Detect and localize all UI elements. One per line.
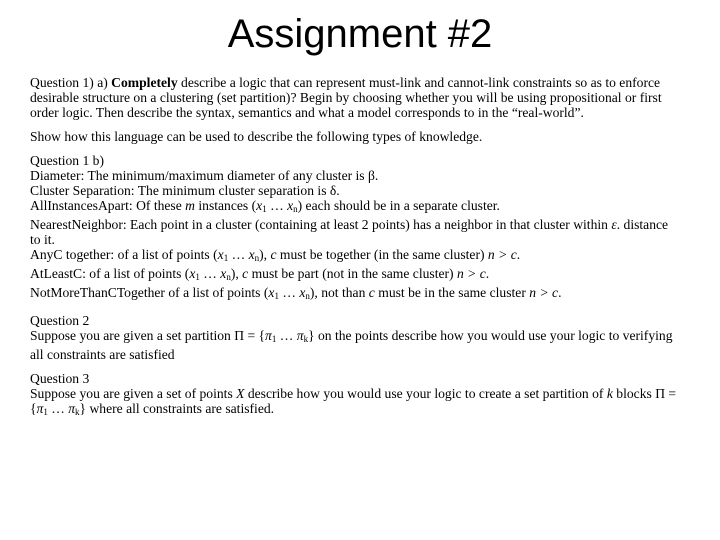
math-x: x [248,247,255,262]
show-instruction: Show how this language can be used to describe the following types of knowledge. [30,129,483,144]
math-condition: n > c [487,247,517,262]
math-pi: π [296,328,304,343]
math-x: x [287,198,294,213]
text-segment: Suppose you are given a set of points [30,386,237,401]
text-segment: ), [259,247,271,262]
math-subscript: 1 [262,204,267,214]
math-c: c [368,285,375,300]
math-x: x [256,198,263,213]
ellipsis: … [228,247,249,262]
math-pi: π [265,328,272,343]
text-segment: AllInstancesApart: Of these [30,198,186,213]
text-segment: describe how you would use your logic to create a set partition of [244,386,607,401]
text-segment: AnyC together: of a list of points ( [30,247,218,262]
text-segment: . [558,285,562,300]
text-segment: . [485,266,490,281]
math-subscript: n [293,204,298,214]
all-instances-apart-item [30,198,680,217]
math-c: c [270,247,277,262]
nearest-neighbor-item [30,217,680,247]
at-least-c-item [30,266,680,285]
ellipsis: … [276,328,297,343]
math-subscript: 1 [195,272,200,282]
question-1a [30,75,680,120]
any-c-together-item [30,247,680,266]
text-segment: ), not than [309,285,369,300]
math-subscript: 1 [274,291,279,301]
text-segment: must be together (in the same cluster) [276,247,488,262]
q1a-text: describe a logic that can represent must-link and cannot-link constraints so as to enforce desirable structure on a clustering (set partition)? Begin by choosing whether you will be using propositional or first order logic. Then describe the syntax, semantics and what a model corresponds to in the “real-world”. [30,75,662,120]
diameter-item: Diameter: The minimum/maximum diameter of any cluster is β. [30,168,379,183]
question-1b-heading: Question 1 b) [30,153,105,168]
ellipsis: … [266,198,288,213]
text-segment: NearestNeighbor: Each point in a cluster (containing at least 2 points) has a neighbor in that cluster within [30,217,612,232]
text-segment: must be part (not in the same cluster) [248,266,457,281]
math-subscript: n [254,253,260,263]
text-segment: Suppose you are given a set partition Π = { [30,328,266,343]
math-pi: π [36,401,44,416]
not-more-than-c-item [30,285,680,304]
assignment-body [30,75,680,420]
math-subscript: n [305,291,310,301]
text-segment: blocks Π = { [30,386,677,416]
text-segment: } where all constraints are satisfied. [79,401,275,416]
text-segment: } on the points describe how you would use your logic to verifying all constraints are satisfied [30,328,673,362]
math-condition: n > c [529,285,559,300]
text-segment: AtLeastC: of a list of points ( [30,266,190,281]
math-subscript: 1 [43,407,48,417]
ellipsis: … [47,401,69,416]
math-subscript: 1 [271,334,277,344]
text-segment: instances ( [194,198,257,213]
math-x: x [268,285,275,300]
text-segment: NotMoreThanCTogether of a list of points ( [30,285,269,300]
math-subscript: k [303,334,309,344]
text-segment: must be in the same cluster [374,285,530,300]
question-2-heading: Question 2 [30,313,90,328]
question-3-heading: Question 3 [30,371,90,386]
text-segment: ) each should be in a separate cluster. [297,198,500,213]
math-subscript: 1 [223,253,229,263]
math-k: k [606,386,613,401]
math-subscript: n [226,272,231,282]
ellipsis: … [278,285,300,300]
math-pi: π [68,401,76,416]
math-epsilon: ε [611,217,617,232]
q1a-lead: Question 1) a) [30,75,112,90]
math-X: X [236,386,245,401]
math-c: c [242,266,249,281]
math-condition: n > c [456,266,486,281]
question-2-text [30,328,680,362]
text-segment: . [516,247,521,262]
question-3-text [30,386,680,420]
math-x: x [299,285,306,300]
page-title: Assignment #2 [227,12,493,56]
math-x: x [220,266,227,281]
math-x: x [217,247,224,262]
math-subscript: k [75,407,80,417]
math-m: m [185,198,195,213]
math-x: x [189,266,196,281]
text-segment: ), [230,266,243,281]
q1a-emphasis: Completely [111,75,178,90]
ellipsis: … [199,266,221,281]
text-segment: . distance to it. [30,217,669,247]
separation-item: Cluster Separation: The minimum cluster separation is δ. [30,183,340,198]
